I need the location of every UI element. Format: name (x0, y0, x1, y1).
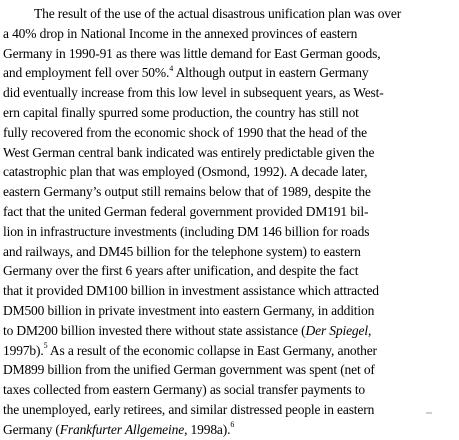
line-text: Germany in 1990-91 as there was little demand for East German goods, (3, 45, 381, 61)
line-text: eastern Germany’s output still remains below that of 1989, despite the (3, 184, 371, 200)
text-line (3, 4, 459, 24)
line-text: to DM200 billion invested there without state assistance ( (3, 322, 306, 338)
text-line (3, 301, 459, 321)
line-text: taxes collected from eastern Germany) as social transfer payments to (3, 382, 366, 398)
line-text: fact that the united German federal government provided DM191 bil- (3, 203, 369, 219)
text-line (3, 123, 459, 143)
line-text: As a result of the economic collapse in East Germany, another (47, 342, 377, 358)
footnote-marker: 4 (169, 63, 174, 73)
line-text: West German central bank indicated was entirely predictable given the (3, 144, 375, 160)
text-line (3, 360, 459, 380)
line-text: did eventually increase from this low level in subsequent years, as West- (3, 85, 384, 101)
line-text: Germany over the first 6 years after unification, and despite the fact (3, 263, 359, 279)
line-text: 1997b). (3, 342, 44, 358)
citation-italic: Frankfurter Allgemeine (59, 421, 185, 437)
text-line (3, 103, 459, 123)
line-text: a 40% drop in National Income in the annexed provinces of eastern (3, 25, 358, 41)
line-text: lion in infrastructure investments (including DM 146 billion for roads (3, 223, 370, 239)
text-line (3, 242, 459, 262)
text-line (3, 261, 459, 281)
line-text: Germany ( (3, 421, 60, 437)
line-text: DM899 billion from the unified German government was spent (net of (3, 362, 375, 378)
text-line (3, 182, 459, 202)
footnote-marker: 6 (230, 420, 235, 430)
text-line (3, 143, 459, 163)
text-line (3, 380, 459, 400)
body-paragraph (3, 4, 459, 440)
text-line (3, 400, 459, 420)
line-text: The result of the use of the actual disastrous unification plan was over (34, 6, 402, 21)
line-text: fully recovered from the economic shock of 1990 that the head of the (3, 124, 367, 140)
line-text: the unemployed, early retirees, and similar distressed people in eastern (3, 401, 375, 417)
text-line (3, 321, 459, 341)
line-text: Although output in eastern Germany (173, 65, 369, 81)
line-text: DM500 billion in private investment into eastern Germany, in addition (3, 302, 375, 318)
line-text: , 1998a). (184, 421, 231, 437)
line-text: , (367, 322, 372, 338)
text-line (3, 162, 459, 182)
text-line (3, 420, 459, 440)
footnote-marker: 5 (43, 341, 48, 351)
line-text: and railways, and DM45 billion for the telephone system) to eastern (3, 243, 361, 259)
text-line (3, 202, 459, 222)
text-line (3, 341, 459, 361)
line-text: that it provided DM100 billion in investment assistance which attracted (3, 283, 379, 299)
citation-italic: Der Spiegel (305, 322, 368, 338)
text-line (3, 44, 459, 64)
scan-mark (426, 412, 432, 414)
text-line (3, 63, 459, 83)
text-line (3, 83, 459, 103)
line-text: ern capital finally spurred some production, the country has still not (3, 104, 359, 120)
text-line (3, 24, 459, 44)
text-line (3, 222, 459, 242)
line-text: and employment fell over 50%. (3, 65, 170, 81)
text-line (3, 281, 459, 301)
line-text: catastrophic plan that was employed (Osmond, 1992). A decade later, (3, 164, 368, 180)
